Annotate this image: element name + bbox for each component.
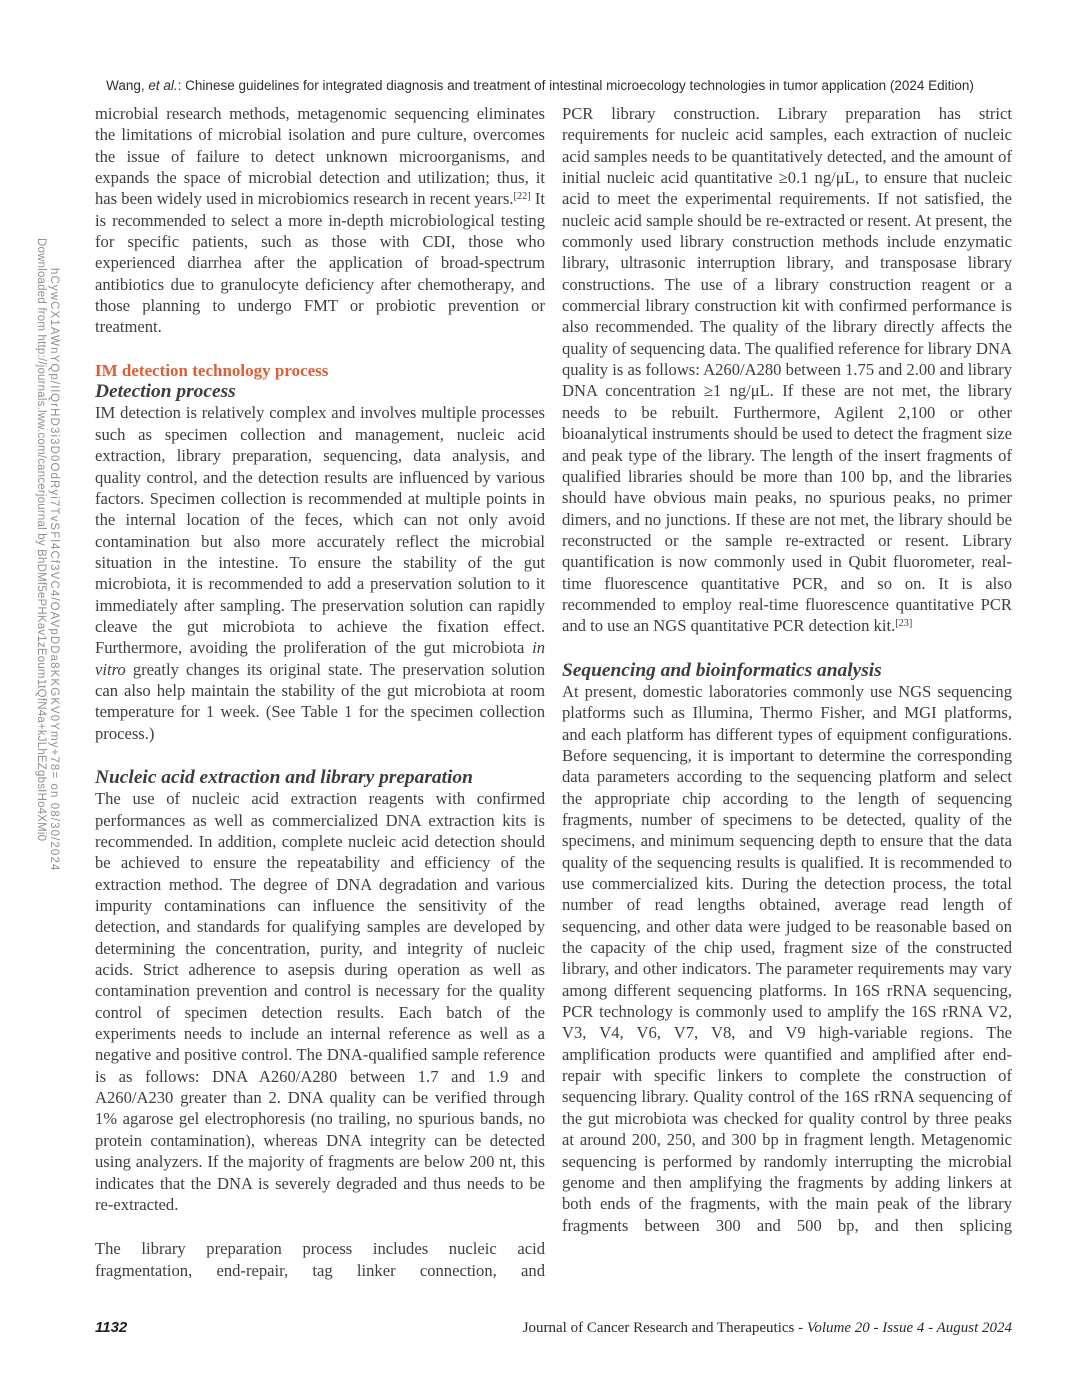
paragraph: The library preparation process includes nucleic acid fragmentation, end-repair, tag linker connection, and bbox=[95, 1239, 545, 1280]
subsection-heading: Sequencing and bioinformatics analysis bbox=[562, 659, 882, 681]
running-header: Wang, et al.: Chinese guidelines for integrated diagnosis and treatment of intestinal microecology technologies in tumor application (2024 Edition) bbox=[106, 78, 974, 93]
article-body bbox=[95, 103, 1012, 1281]
paragraph: IM detection is relatively complex and involves multiple processes such as specimen collection and management, nucleic acid extraction, library preparation, sequencing, data analysis, and quality control, and the detection results are influenced by various factors. Specimen collection is recommended at multiple points in the internal location of the feces, which can not only avoid contamination but also more accurately reflect the microbial situation in the intestine. To ensure the stability of the gut microbiota, it is recommended to add a preservation solution to it immediately after sampling. The preservation solution can rapidly cleave the gut microbiota to achieve the fixation effect. Furthermore, avoiding the proliferation of the gut microbiota in vitro greatly changes its original state. The preservation solution can also help maintain the stability of the gut microbiota at room temperature for 1 week. (See Table 1 for the specimen collection process.) bbox=[95, 403, 545, 743]
paragraph: PCR library construction. Library preparation has strict requirements for nucleic acid samples, each extraction of nucleic acid samples needs to be quantitatively detected, and the amount of initial nucleic acid quantitative ≥0.1 ng/μL, to ensure that nucleic acid to meet the experimental requirements. If not satisfied, the nucleic acid sample should be re-extracted or resent. At present, the commonly used library construction methods include enzymatic library, ultrasonic interruption library, and transposase library constructions. The use of a library construction reagent or a commercial library construction kit with confirmed performance is also recommended. The quality of the library directly affects the quality of sequencing data. The qualified reference for library DNA quality is as follows: A260/A280 between 1.75 and 2.00 and library DNA concentration ≥1 ng/μL. If these are not met, the library needs to be rebuilt. Furthermore, Agilent 2,100 or other bioanalytical instruments should be used to detect the fragment size and peak type of the library. The length of the insert fragments of qualified libraries should be more than 100 bp, and the libraries should have obvious main peaks, no spurious peaks, no primer dimers, and no junctions. If these are not met, the library should be reconstructed or the sample re-extracted or resent. Library quantification is now commonly used in Qubit fluorometer, real-time fluorescence quantitative PCR, and so on. It is also recommended to employ real-time fluorescence quantitative PCR and to use an NGS quantitative PCR detection kit.[23] bbox=[562, 104, 1012, 636]
paragraph: The use of nucleic acid extraction reagents with confirmed performances as well as commercialized DNA extraction kits is recommended. In addition, complete nucleic acid detection should be achieved to ensure the repeatability and efficiency of the extraction method. The degree of DNA degradation and various impurity contaminations can influence the sensitivity of the detection, and standards for qualifying samples are developed by determining the concentration, purity, and integrity of nucleic acids. Strict adherence to asepsis during operation as well as contamination prevention and control is necessary for the quality control of specimen detection results. Each batch of the experiments needs to include an internal reference as well as a negative and positive control. The DNA-qualified sample reference is as follows: DNA A260/A280 between 1.7 and 1.9 and A260/A230 greater than 2. DNA quality can be verified through 1% agarose gel electrophoresis (no trailing, no spurious bands, no protein contamination), whereas DNA integrity can be detected using analyzers. If the majority of fragments are below 200 nt, this indicates that the DNA is severely degraded and thus needs to be re-extracted. bbox=[95, 789, 545, 1214]
journal-citation: Journal of Cancer Research and Therapeutics - Volume 20 - Issue 4 - August 2024 bbox=[522, 1320, 1012, 1336]
download-watermark-line2: hCywCX1AWnYQp/IlQrHD3i3D0OdRyi7TvSFl4Cf3VC4/OAVpDDa8KKGKV0Ymy+78= on 08/30/2024 bbox=[48, 268, 60, 872]
subsection-heading: Detection process bbox=[95, 381, 236, 403]
paragraph: microbial research methods, metagenomic sequencing eliminates the limitations of microbial isolation and pure culture, overcomes the issue of failure to detect unknown microorganisms, and expands the space of microbial detection and utilization; thus, it has been widely used in microbiomics research in recent years.[22] It is recommended to select a more in-depth microbiological testing for specific patients, such as those with CDI, those who experienced diarrhea after the application of broad-spectrum antibiotics due to granulocyte deficiency after chemotherapy, and those planning to undergo FMT or probiotic prevention or treatment. bbox=[95, 104, 545, 337]
subsection-heading: Nucleic acid extraction and library preparation bbox=[95, 766, 473, 788]
section-heading: IM detection technology process bbox=[95, 360, 329, 380]
left-column bbox=[95, 103, 545, 1281]
page-number: 1132 bbox=[95, 1319, 128, 1336]
right-column bbox=[562, 103, 1012, 1281]
download-watermark-line1: Downloaded from http://journals.lww.com/cancerjournal by BhDMf5ePHKav1zEoum1tQfN4a+kJLhEZgbsIHo4XMi0 bbox=[35, 238, 47, 842]
paragraph: At present, domestic laboratories commonly use NGS sequencing platforms such as Illumina, Thermo Fisher, and MGI platforms, and each platform has different types of equipment configurations. Before sequencing, it is important to determine the corresponding data parameters according to the sequencing platform and select the appropriate chip according to the length of sequencing fragments, number of specimens to be detected, quality of the specimens, and minimum sequencing depth to ensure that the data quality of the sequencing results is qualified. It is recommended to use commercialized kits. During the detection process, the total number of read lengths obtained, average read length of sequencing, and other data were judged to be reasonable based on the capacity of the chip used, fragment size of the constructed library, and other indicators. The parameter requirements may vary among different sequencing platforms. In 16S rRNA sequencing, PCR technology is commonly used to amplify the 16S rRNA V2, V3, V4, V6, V7, V8, and V9 high-variable regions. The amplification products were quantified and amplified after end-repair with specific linkers to complete the construction of sequencing library. Quality control of the 16S rRNA sequencing of the gut microbiota was checked for quality control by three peaks at around 200, 250, and 300 bp in fragment length. Metagenomic sequencing is performed by randomly interrupting the microbial genome and then amplifying the fragments by adding linkers at both ends of the fragments, with the main peak of the library fragments between 300 and 500 bp, and then splicing bbox=[562, 681, 1012, 1235]
